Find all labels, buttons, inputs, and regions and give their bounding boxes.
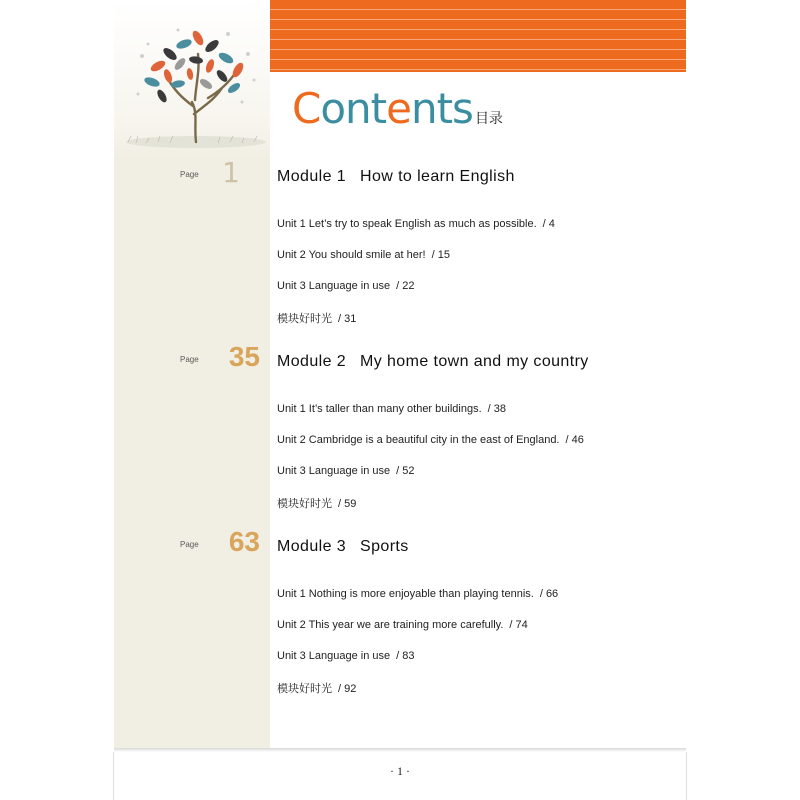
toc-entry[interactable]: 模块好时光 / 92 — [277, 683, 357, 695]
page-label: Page — [180, 170, 199, 179]
contents-title-cn: 目录 — [474, 110, 503, 126]
page-number-module-3: 63 — [228, 526, 260, 557]
toc-entry[interactable]: Unit 2 You should smile at her! / 15 — [277, 249, 450, 261]
page-edge-right — [686, 752, 687, 800]
toc-entry[interactable]: Unit 1 Nothing is more enjoyable than playing tennis. / 66 — [277, 588, 559, 600]
toc-entry[interactable]: Unit 3 Language in use / 52 — [277, 465, 415, 477]
page-edge-left — [113, 752, 114, 800]
toc-entry[interactable]: Unit 1 Let’s try to speak English as much as possible. / 4 — [277, 218, 555, 230]
toc-entry[interactable]: 模块好时光 / 59 — [277, 498, 357, 510]
module-2-title[interactable]: Module 2 My home town and my country — [277, 353, 589, 370]
page-label: Page — [180, 355, 199, 364]
contents-heading — [292, 84, 503, 134]
toc-entry[interactable]: Unit 2 This year we are training more carefully. / 74 — [277, 619, 528, 631]
page-number-module-2: 35 — [228, 341, 260, 372]
toc-entry[interactable]: 模块好时光 / 31 — [277, 313, 357, 325]
module-1-title[interactable]: Module 1 How to learn English — [277, 168, 515, 185]
toc-entry[interactable]: Unit 2 Cambridge is a beautiful city in the east of England. / 46 — [277, 434, 584, 446]
header-stripe-bar — [270, 0, 686, 72]
tree-illustration-icon — [118, 14, 268, 154]
module-3-title[interactable]: Module 3 Sports — [277, 538, 409, 555]
toc-entry[interactable]: Unit 3 Language in use / 83 — [277, 650, 415, 662]
toc-entry[interactable]: Unit 3 Language in use / 22 — [277, 280, 415, 292]
page-number-module-1: 1 — [222, 156, 240, 189]
footer-page-number: · 1 · — [390, 764, 410, 778]
page-bottom-shadow — [114, 748, 686, 752]
toc-entry[interactable]: Unit 1 It’s taller than many other buildings. / 38 — [277, 403, 506, 415]
page-label: Page — [180, 540, 199, 549]
contents-title: Contents — [292, 84, 473, 133]
